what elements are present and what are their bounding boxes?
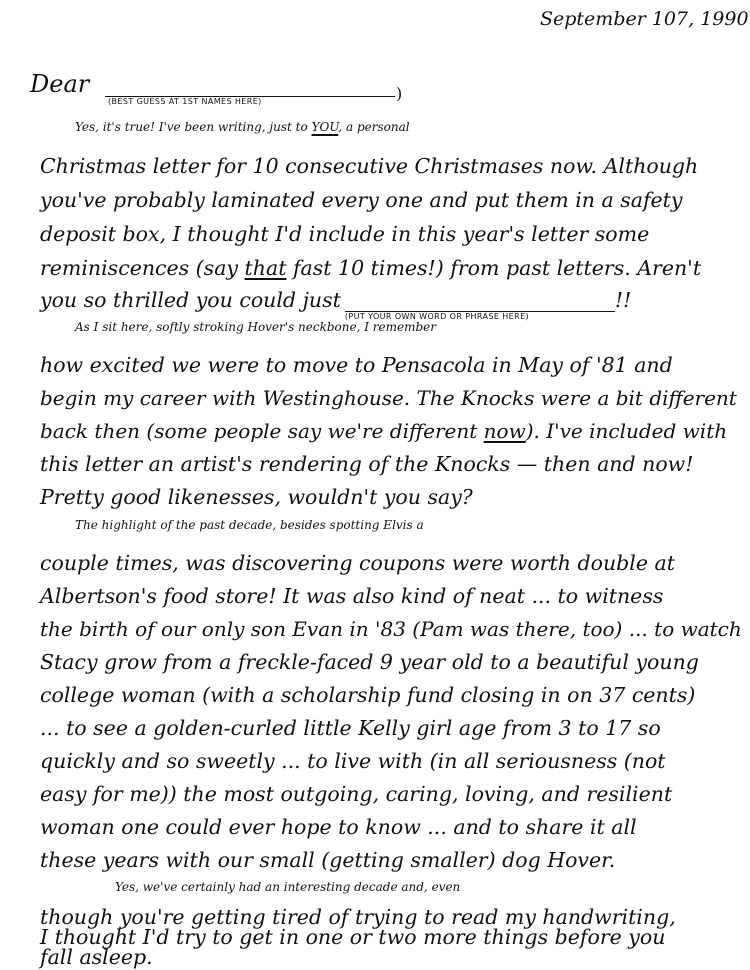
text-line: As I sit here, softly stroking Hover's neckbone, I remember	[75, 320, 437, 334]
text-line: Pretty good likenesses, wouldn't you say?	[40, 485, 473, 509]
text-line: back then (some people say we're different now). I've included with	[40, 419, 728, 443]
name-blank-punct: )	[396, 84, 403, 103]
text-line: reminiscences (say that fast 10 times!) from past letters. Aren't	[40, 256, 702, 280]
text-line: this letter an artist's rendering of the Knocks — then and now!	[40, 452, 694, 476]
text-line: though you're getting tired of trying to read my handwriting,	[40, 905, 676, 929]
text-line: Christmas letter for 10 consecutive Christmases now. Although	[40, 154, 699, 178]
text-line: begin my career with Westinghouse. The Knocks were a bit different	[40, 386, 737, 410]
text-line: woman one could ever hope to know ... and to share it all	[40, 815, 637, 839]
text-line: Yes, it's true! I've been writing, just to YOU, a personal	[75, 120, 410, 134]
text-line: college woman (with a scholarship fund closing in on 37 cents)	[40, 683, 696, 707]
text-line: you so thrilled you could just (PUT YOUR OWN WORD OR PHRASE HERE) !!	[40, 288, 632, 321]
text-line: couple times, was discovering coupons were worth double at	[40, 551, 675, 575]
salutation: Dear	[30, 70, 90, 98]
text-line: you've probably laminated every one and put them in a safety	[40, 188, 683, 212]
phrase-blank-label: (PUT YOUR OWN WORD OR PHRASE HERE)	[344, 312, 530, 321]
text-line: fall asleep.	[40, 945, 153, 969]
text-line: Stacy grow from a freckle-faced 9 year old to a beautiful young	[40, 650, 699, 674]
text-line: the birth of our only son Evan in '83 (Pam was there, too) ... to watch	[40, 617, 742, 641]
text-line: I thought I'd try to get in one or two more things before you	[40, 925, 666, 949]
text-line: Yes, we've certainly had an interesting decade and, even	[115, 880, 461, 894]
emphasis-you: YOU	[311, 120, 339, 134]
emphasis-that: that	[244, 256, 287, 280]
text-line: deposit box, I thought I'd include in this year's letter some	[40, 222, 650, 246]
phrase-blank-line	[344, 293, 615, 321]
text-line: quickly and so sweetly ... to live with (in all seriousness (not	[40, 749, 666, 773]
text-line: these years with our small (getting smaller) dog Hover.	[40, 848, 616, 872]
letter-date: September 107, 1990	[540, 8, 749, 30]
text-line: The highlight of the past decade, besides spotting Elvis a	[75, 518, 424, 532]
name-blank-line	[105, 80, 395, 97]
text-line: ... to see a golden-curled little Kelly girl age from 3 to 17 so	[40, 716, 661, 740]
text-line: easy for me)) the most outgoing, caring, loving, and resilient	[40, 782, 673, 806]
name-blank-label: (BEST GUESS AT 1ST NAMES HERE)	[108, 97, 262, 106]
text-line: how excited we were to move to Pensacola in May of '81 and	[40, 353, 673, 377]
text-line: Albertson's food store! It was also kind of neat ... to witness	[40, 584, 664, 608]
emphasis-now: now	[483, 419, 526, 443]
